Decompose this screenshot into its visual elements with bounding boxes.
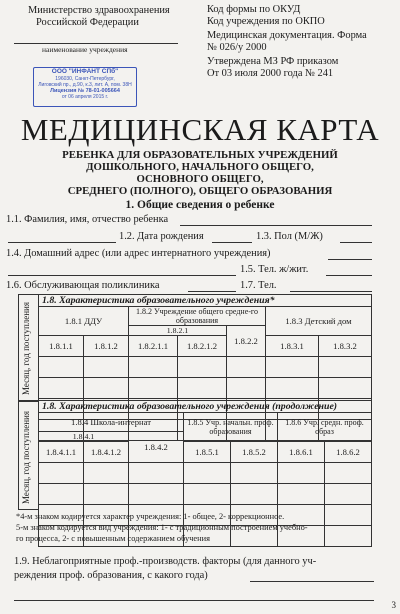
okud-label: Код формы по ОКУД	[207, 4, 301, 15]
field-1-4-line[interactable]	[328, 259, 372, 260]
table2-col-1-8-4-1-2: 1.8.4.1.2	[84, 442, 129, 463]
table2-group-voc-primary: 1.8.5 Учр. начальн. проф. образования	[184, 413, 278, 442]
field-1-9-label: 1.9. Неблагоприятные проф.-производств. факторы (для данного уч-	[14, 556, 317, 567]
footnote-line3: го процесса, 2- с повышенным содержанием обучения	[16, 534, 210, 543]
table1-col-1-8-1-1: 1.8.1.1	[39, 336, 84, 357]
table2-col-1-8-4-2: 1.8.4.2	[129, 432, 184, 463]
table1-col-1-8-1-2: 1.8.1.2	[84, 336, 129, 357]
field-1-9-line2[interactable]	[14, 600, 374, 601]
table2-side-label: Месяц, год поступления	[21, 410, 31, 504]
doc-line4: От 03 июля 2000 года № 241	[207, 68, 334, 79]
field-1-5-label: 1.5. Тел. ж/жит.	[240, 264, 309, 275]
field-1-4-label: 1.4. Домашний адрес (или адрес интернатного учреждения)	[6, 248, 271, 259]
subtitle-line4: СРЕДНЕГО (ПОЛНОГО), ОБЩЕГО ОБРАЗОВАНИЯ	[67, 185, 333, 197]
table2-col-1-8-6-1: 1.8.6.1	[278, 442, 325, 463]
table1-col-1-8-2-1-2: 1.8.2.1.2	[178, 336, 227, 357]
page-number: 3	[391, 600, 396, 610]
field-1-2-label: 1.2. Дата рождения	[119, 231, 204, 242]
field-1-1-label: 1.1. Фамилия, имя, отчество ребенка	[6, 214, 169, 225]
field-1-7-line[interactable]	[290, 291, 372, 292]
field-1-4-line2[interactable]	[8, 275, 236, 276]
field-1-3-line[interactable]	[340, 242, 372, 243]
field-1-2-line[interactable]	[212, 242, 252, 243]
institution-caption: наименование учреждения	[42, 45, 128, 54]
field-1-6-line[interactable]	[188, 291, 236, 292]
field-1-1-line2[interactable]	[8, 242, 116, 243]
table1-header: 1.8. Характеристика образовательного учреждения*	[39, 295, 372, 307]
subtitle-line2: ДОШКОЛЬНОГО, НАЧАЛЬНОГО ОБЩЕГО,	[86, 161, 314, 173]
ministry-line2: Российской Федерации	[36, 17, 139, 28]
section1-heading: 1. Общие сведения о ребенке	[125, 199, 275, 211]
table1-col-1-8-3-1: 1.8.3.1	[266, 336, 319, 357]
license-stamp: ООО "ИНФАНТ СПб" 196030, Санкт-Петербург, Лиговский пр., д.90, к.3, лит. А, пом. 38Н Лицензия № 78-01-005664 от 06 апреля 2015 г.	[33, 67, 137, 107]
table1-col-1-8-3-2: 1.8.3.2	[319, 336, 372, 357]
table1-group-school: 1.8.2 Учреждение общего средне-го образования	[129, 307, 266, 326]
field-1-5-line[interactable]	[326, 275, 372, 276]
field-1-9-label2: реждения проф. образования, с какого года)	[14, 570, 208, 581]
document-title: МЕДИЦИНСКАЯ КАРТА	[20, 112, 380, 147]
footnote-line1: *4-м знаком кодируется характер учреждения: 1- общее, 2- коррекционное.	[16, 512, 285, 521]
table1-group-orphanage: 1.8.3 Детский дом	[266, 307, 372, 336]
table2-col-1-8-6-2: 1.8.6.2	[325, 442, 372, 463]
doc-line1: Медицинская документация. Форма	[207, 30, 367, 41]
table2-col-1-8-4-1-1: 1.8.4.1.1	[39, 442, 84, 463]
ministry-line1: Министерство здравоохранения	[28, 5, 170, 16]
table1-group-school-sub: 1.8.2.1	[129, 326, 227, 336]
subtitle-line1: РЕБЕНКА ДЛЯ ОБРАЗОВАТЕЛЬНЫХ УЧРЕЖДЕНИЙ	[62, 149, 338, 161]
table2-group-boarding-sub: 1.8.4.1	[39, 432, 129, 442]
table2-group-boarding: 1.8.4 Школа-интернат	[39, 413, 184, 432]
subtitle-line3: ОСНОВНОГО ОБЩЕГО,	[136, 173, 264, 185]
field-1-9-line[interactable]	[250, 581, 374, 582]
table1-side-label: Месяц, год поступления	[21, 301, 31, 395]
field-1-6-label: 1.6. Обслуживающая поликлиника	[6, 280, 160, 291]
doc-line3: Утверждена МЗ РФ приказом	[207, 56, 339, 67]
field-1-1-line[interactable]	[180, 225, 372, 226]
table1-col-1-8-2-1-1: 1.8.2.1.1	[129, 336, 178, 357]
okpo-label: Код учреждения по ОКПО	[207, 16, 325, 27]
footnote-line2: 5-м знаком кодируется вид учреждения: 1- с традиционным построением учебно-	[16, 523, 308, 532]
table1-group-ddu: 1.8.1 ДДУ	[39, 307, 129, 336]
table2-header: 1.8. Характеристика образовательного учреждения (продолжение)	[39, 401, 372, 413]
field-1-3-label: 1.3. Пол (М/Ж)	[256, 231, 323, 242]
doc-line2: № 026/у 2000	[207, 42, 267, 53]
institution-line	[14, 43, 178, 44]
table2-group-voc-secondary: 1.8.6 Учр. средн. проф. образ	[278, 413, 372, 442]
field-1-7-label: 1.7. Тел.	[240, 280, 277, 291]
table1-col-1-8-2-2: 1.8.2.2	[227, 326, 266, 357]
table2-col-1-8-5-2: 1.8.5.2	[231, 442, 278, 463]
table2-col-1-8-5-1: 1.8.5.1	[184, 442, 231, 463]
